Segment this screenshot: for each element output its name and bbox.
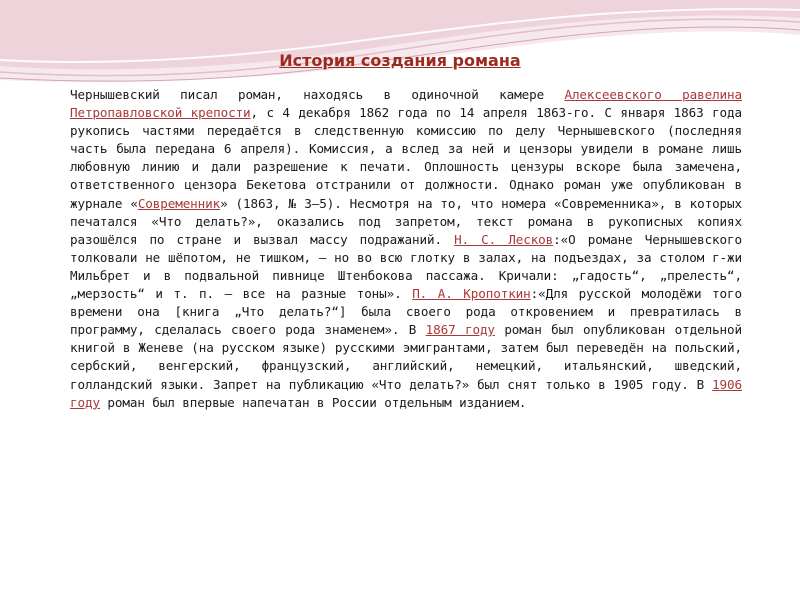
hyperlink[interactable]: 1906 году <box>70 376 742 410</box>
hyperlink[interactable]: Н. С. Лесков <box>454 231 554 247</box>
slide-title: История создания романа <box>279 51 521 70</box>
paragraph-text: :«О романе Чернышевского толковали не шёпотом, не тишком, — но во всю глотку в залах, на подъездах, за столом г-жи Мильбрет и в подвальной пивнице Штенбокова пассажа. Кричали: „гадость“, „прелесть“, „мерзость“ и т. п. — все на разные тоны». <box>70 231 742 302</box>
paragraph-text: » (1863, № 3—5). Несмотря на то, что номера «Современника», в которых печатался «Что делать?», оказались под запретом, текст романа в рукописных копиях разошёлся по стране и вызвал массу подражаний. <box>70 195 742 247</box>
hyperlink[interactable]: 1867 году <box>425 322 495 338</box>
body-paragraph <box>70 86 742 412</box>
hyperlink[interactable]: П. А. Кропоткин <box>412 286 531 302</box>
paragraph-text: :«Для русской молодёжи того времени она [книга „Что делать?“] была своего рода откровением и превратилась в программу, сделалась своего рода знаменем». В <box>70 286 742 338</box>
hyperlink[interactable]: Современник <box>137 195 221 211</box>
paragraph-text: , с 4 декабря 1862 года по 14 апреля 1863-го. С января 1863 года рукопись частями передаётся в следственную комиссию по делу Чернышевского (последняя часть была передана 6 апреля). Комиссия, а вслед за ней и цензоры увидели в романе лишь любовную линию и дали разрешение к печати. Оплошность цензуры вскоре была замечена, ответственного цензора Бекетова отстранили от должности. Однако роман уже опубликован в журнале « <box>70 105 742 211</box>
paragraph-text: роман был опубликован отдельной книгой в Женеве (на русском языке) русскими эмигрантами, затем был переведён на польский, сербский, венгерский, французский, английский, немецкий, итальянский, шведский, голландский языки. Запрет на публикацию «Что делать?» был снят только в 1905 году. В <box>70 322 742 392</box>
paragraph-text: Чернышевский писал роман, находясь в одиночной камере <box>70 87 565 102</box>
hyperlink[interactable]: Алексеевского равелина Петропавловской крепости <box>70 87 742 121</box>
paragraph-text: роман был впервые напечатан в России отдельным изданием. <box>99 394 527 410</box>
